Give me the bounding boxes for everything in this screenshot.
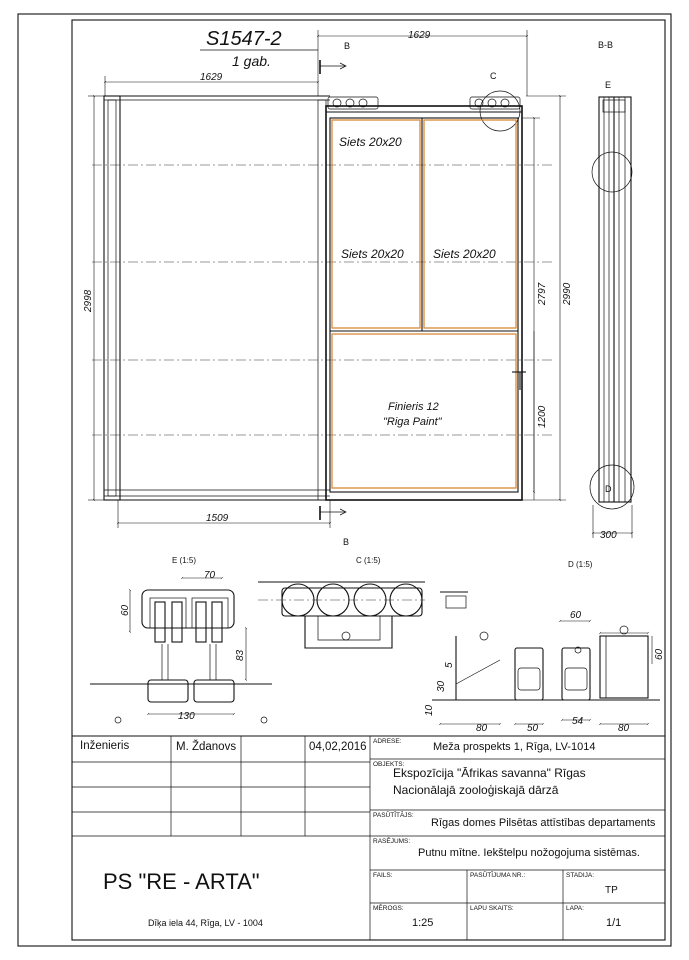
- svg-text:B: B: [343, 537, 350, 547]
- detail-e: [90, 570, 272, 723]
- svg-text:60: 60: [570, 610, 582, 621]
- section-mark-top: [320, 41, 350, 74]
- object-line-2: Nacionālajā zooloģiskajā dārzā: [393, 783, 559, 797]
- stage-value: TP: [605, 885, 618, 896]
- role-label: Inženieris: [80, 740, 130, 752]
- svg-text:130: 130: [178, 711, 195, 722]
- scale-value: 1:25: [412, 917, 434, 929]
- dimension-top-right: [318, 30, 527, 96]
- client-value: Rīgas domes Pilsētas attīstības departaments: [431, 817, 656, 829]
- svg-text:5: 5: [444, 662, 455, 668]
- engineer-name: M. Ždanovs: [176, 741, 237, 753]
- svg-text:50: 50: [527, 723, 539, 734]
- svg-text:2998: 2998: [83, 289, 94, 312]
- callout-section-circle: [592, 152, 632, 192]
- detail-e-title: E (1:5): [172, 556, 197, 565]
- svg-text:10: 10: [424, 704, 435, 716]
- label-plywood-2: "Riga Paint": [383, 416, 442, 428]
- address-label: ADRESE:: [373, 738, 402, 745]
- svg-text:30: 30: [436, 680, 447, 692]
- dimension-top-left: [105, 72, 318, 96]
- svg-text:80: 80: [618, 723, 630, 734]
- label-plywood-1: Finieris 12: [388, 401, 439, 413]
- object-label: OBJEKTS:: [373, 761, 405, 768]
- detail-d-title: D (1:5): [568, 560, 593, 569]
- detail-d: [424, 610, 665, 734]
- svg-text:54: 54: [572, 716, 584, 727]
- detail-c: [258, 582, 468, 648]
- label-mesh-mid-left: Siets 20x20: [341, 247, 404, 261]
- svg-text:1629: 1629: [408, 30, 431, 41]
- stage-label: STADIJA:: [566, 872, 595, 879]
- dimension-bottom: [118, 500, 330, 528]
- dimension-height-left: [83, 96, 104, 500]
- svg-text:C: C: [490, 71, 497, 81]
- svg-text:70: 70: [204, 570, 216, 581]
- client-label: PASŪTĪTĀJS:: [373, 812, 414, 819]
- svg-text:80: 80: [476, 723, 488, 734]
- order-label: PASŪTĪJUMA NR.:: [470, 872, 526, 879]
- svg-text:1200: 1200: [537, 405, 548, 428]
- svg-text:B: B: [344, 41, 351, 51]
- svg-text:2990: 2990: [562, 282, 573, 305]
- svg-text:E: E: [605, 80, 612, 90]
- svg-text:60: 60: [654, 648, 665, 660]
- address-value: Meža prospekts 1, Rīga, LV-1014: [433, 741, 596, 753]
- svg-text:D: D: [605, 484, 612, 494]
- sheets-label: LAPU SKAITS:: [470, 905, 514, 912]
- drawing-label: RASĒJUMS:: [373, 838, 411, 845]
- left-panel-frame: [104, 96, 330, 500]
- svg-text:2797: 2797: [537, 282, 548, 305]
- technical-drawing: [72, 28, 665, 940]
- scale-label: MĒROGS:: [373, 905, 404, 912]
- svg-text:1629: 1629: [200, 72, 223, 83]
- label-mesh-top-left: Siets 20x20: [339, 135, 402, 149]
- company-name: PS "RE - ARTA": [103, 869, 260, 894]
- svg-text:300: 300: [600, 530, 617, 541]
- dimension-height-panel: [534, 331, 548, 500]
- dimension-height-inner: [522, 118, 548, 492]
- object-line-1: Ekspozīcija "Āfrikas savanna" Rīgas: [393, 766, 586, 780]
- sheet-label: LAPA:: [566, 905, 584, 912]
- section-mark-bottom: [320, 506, 349, 547]
- section-view: [590, 80, 634, 541]
- svg-text:1509: 1509: [206, 513, 229, 524]
- drawing-code: S1547-2: [206, 28, 282, 50]
- detail-c-title: C (1:5): [356, 556, 381, 565]
- sheet-value: 1/1: [606, 917, 622, 929]
- date-value: 04,02,2016: [309, 741, 367, 753]
- file-label: FAILS:: [373, 872, 393, 879]
- section-view-title: B-B: [598, 40, 614, 50]
- svg-text:83: 83: [235, 649, 246, 661]
- inner-border: [72, 20, 665, 940]
- svg-text:60: 60: [120, 604, 131, 616]
- company-address: Dīķa iela 44, Rīga, LV - 1004: [148, 918, 263, 928]
- quantity-label: 1 gab.: [232, 53, 271, 69]
- drawing-value: Putnu mītne. Iekštelpu nožogojuma sistēmas.: [418, 847, 640, 859]
- label-mesh-mid-right: Siets 20x20: [433, 247, 496, 261]
